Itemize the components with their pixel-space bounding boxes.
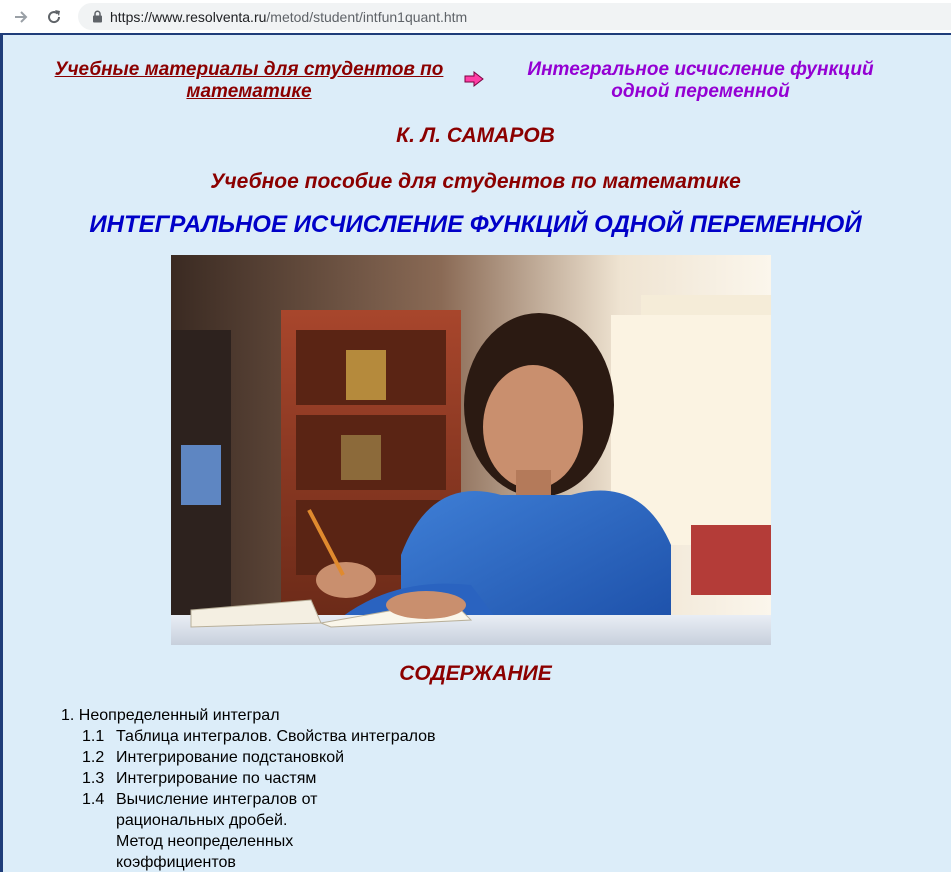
- current-section-title: Интегральное исчисление функций одной переменной: [527, 59, 874, 102]
- page-title: ИНТЕГРАЛЬНОЕ ИСЧИСЛЕНИЕ ФУНКЦИЙ ОДНОЙ ПЕРЕМЕННОЙ: [89, 211, 862, 238]
- toc-chapter[interactable]: [61, 705, 561, 726]
- url-path: /metod/student/intfun1quant.htm: [266, 8, 468, 25]
- page-content: [0, 33, 951, 872]
- toc-item-label: Интегрирование подстановкой: [116, 749, 345, 766]
- toc-item-label: Интегрирование по частям: [116, 770, 317, 787]
- contents-heading: СОДЕРЖАНИЕ: [399, 662, 552, 685]
- toc-item-label-line: рациональных дробей.: [116, 812, 288, 829]
- toc-item-number: 1.4: [82, 791, 105, 808]
- toc-item-label-block: [116, 789, 317, 873]
- toc-item-label-line: коэффициентов: [116, 854, 236, 871]
- arrow-right-icon: [12, 8, 30, 26]
- reload-icon: [45, 8, 63, 26]
- toc-item-number: 1.3: [82, 770, 105, 787]
- table-of-contents: [61, 705, 561, 873]
- address-bar[interactable]: [78, 3, 951, 30]
- toc-item-label-line: Метод неопределенных: [116, 833, 294, 850]
- author-name: К. Л. САМАРОВ: [396, 124, 555, 147]
- toc-item[interactable]: [61, 726, 561, 747]
- toc-item-label: Таблица интегралов. Свойства интегралов: [116, 728, 436, 745]
- toc-chapter-number: 1.: [61, 707, 75, 724]
- lock-icon: [90, 9, 104, 25]
- toc-chapter-label: Неопределенный интеграл: [78, 707, 280, 724]
- arrow-right-icon: [463, 70, 485, 88]
- student-materials-link[interactable]: Учебные материалы для студентов по математике: [54, 59, 444, 102]
- toc-item[interactable]: [61, 747, 561, 768]
- url-text[interactable]: [110, 9, 467, 25]
- student-photo: [171, 255, 771, 645]
- toc-item[interactable]: [61, 768, 561, 789]
- url-host: https://www.resolventa.ru: [110, 8, 267, 25]
- toc-item-label-line: Вычисление интегралов от: [116, 791, 318, 808]
- toc-item[interactable]: [61, 789, 561, 873]
- toc-item-number: 1.2: [82, 749, 105, 766]
- toc-item-number: 1.1: [82, 728, 105, 745]
- reload-button[interactable]: [43, 6, 65, 28]
- page-subtitle: Учебное пособие для студентов по математике: [210, 170, 741, 193]
- browser-toolbar: [0, 0, 951, 33]
- forward-button[interactable]: [10, 6, 32, 28]
- section-nav: [3, 35, 951, 115]
